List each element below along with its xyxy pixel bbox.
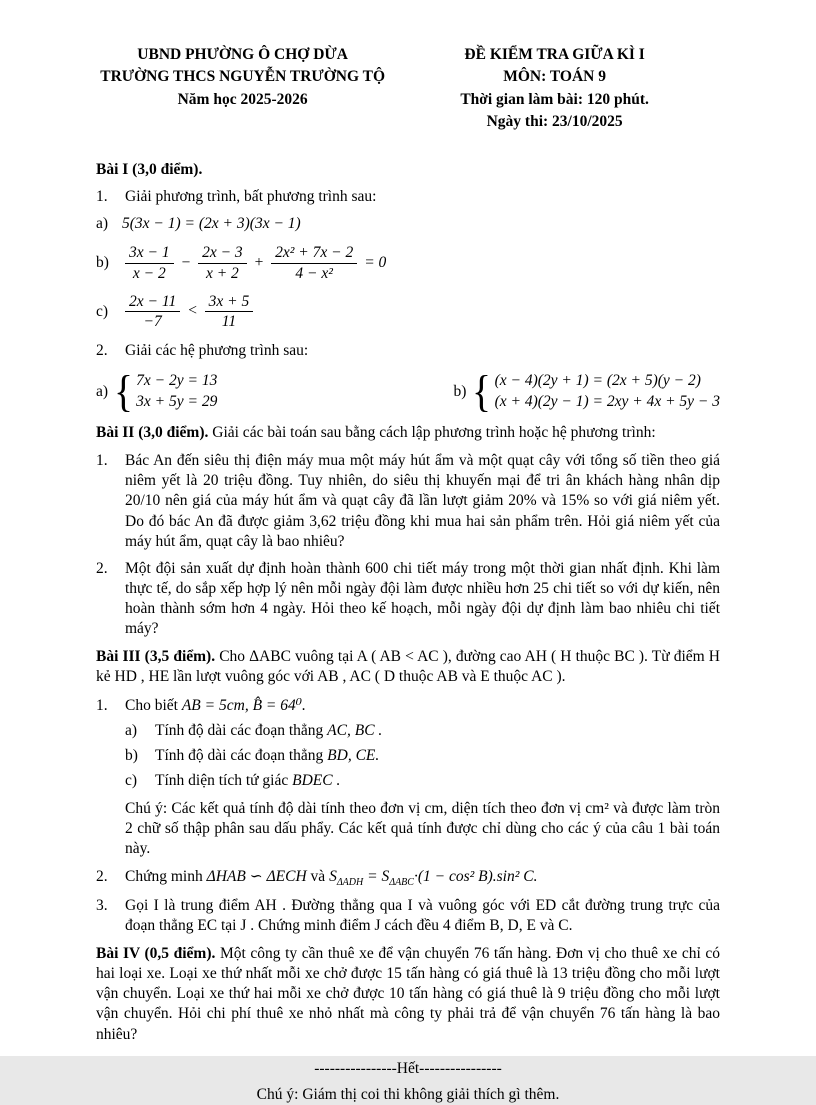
bai1-q1-text: Giải phương trình, bất phương trình sau: [125, 188, 377, 206]
fraction-1: $\frac{3x - 1}{x - 2}$ [125, 243, 174, 283]
bai1-q1a-label: a) [96, 215, 109, 233]
bai3-q1b-label: b) [125, 746, 138, 764]
system-b-equations [495, 371, 720, 413]
fraction-2: $\frac{2x - 3}{x + 2}$ [198, 243, 247, 283]
system-a-equations [136, 371, 217, 413]
left-brace: { [114, 366, 134, 416]
bai1-q2-number: 2. [96, 341, 108, 359]
bai3-q1-given: AB = 5cm, B̂ = 64⁰. [181, 696, 306, 714]
system-a-line2: 3x + 5y = 29 [136, 392, 218, 410]
header-school-year: Năm học 2025-2026 [177, 90, 308, 108]
header-exam-title: ĐỀ KIỂM TRA GIỮA KÌ I [464, 46, 645, 63]
bai1-q1c [96, 292, 720, 332]
bai3-q3-number: 3. [96, 896, 108, 914]
bai3-q1-body [125, 696, 720, 860]
bai3-q2-similarity: ΔHAB ∽ ΔECH [206, 867, 307, 885]
header-exam-subject: MÔN: TOÁN 9 [503, 68, 606, 86]
bai3-q1c-text: Tính diện tích tứ giác BDEC . [155, 772, 341, 790]
header-exam-block [389, 44, 720, 134]
page-footer [96, 1059, 720, 1105]
equals-zero: = 0 [364, 253, 387, 271]
bai3-q2-area-formula: $S_{\Delta ADH} = S_{\Delta ABC}\cdot(1 - \cos^2$ B).sin² C. [329, 867, 538, 888]
bai1-q1c-label: c) [96, 302, 109, 320]
bai2-q2-number: 2. [96, 559, 108, 577]
bai3-q1a-text: Tính độ dài các đoạn thẳng AC, BC . [155, 721, 383, 739]
header-exam-duration: Thời gian làm bài: 120 phút. [460, 90, 649, 108]
fraction-left: $\frac{2x - 11}{-7}$ [125, 292, 180, 332]
system-b-line1: (x − 4)(2y + 1) = (2x + 5)(y − 2) [494, 372, 701, 390]
bai3-q1a-label: a) [125, 721, 138, 739]
system-b-label: b) [453, 382, 467, 400]
bai3-intro: Cho ΔABC vuông tại A ( AB < AC ), đường cao AH ( H thuộc BC ). Từ điểm H kẻ HD , HE lần lượt vuông góc với AB , AC ( D thuộc AB và E thuộc AC ). [96, 648, 720, 686]
bai1-q1b [96, 243, 720, 283]
bai2-q1-number: 1. [96, 452, 108, 470]
bai1-q1b-equation [122, 243, 390, 283]
bai2-heading [96, 423, 720, 443]
bai1-systems-row [96, 366, 720, 416]
system-a [96, 366, 218, 416]
bai3-q1c-label: c) [125, 772, 138, 790]
bai3-q2-pre: Chứng minh [125, 867, 203, 885]
less-than-operator: < [187, 302, 198, 320]
end-marker: ----------------Hết---------------- [314, 1059, 502, 1077]
bai3-q1-number: 1. [96, 696, 108, 714]
bai3-q1a [125, 721, 720, 741]
header-school-name: TRƯỜNG THCS NGUYỄN TRƯỜNG TỘ [100, 68, 386, 86]
bai3-q1c-math: BDEC . [292, 772, 341, 790]
bai3-q2-number: 2. [96, 867, 108, 885]
plus-operator: + [253, 253, 265, 271]
bai2-title: Bài II (3,0 điểm). [96, 423, 209, 441]
bai2-q2 [96, 559, 720, 640]
header-school-block [96, 44, 389, 134]
bai3-q2-body [125, 867, 720, 889]
bai4-text: Một công ty cần thuê xe để vận chuyển 76 tấn hàng. Đơn vị cho thuê xe chỉ có hai loại xe. Loại xe thứ nhất mỗi xe chở được 15 tấn hàng có giá thuê là 13 triệu đồng cho mỗi lượt vận chuyển. Loại xe thứ hai mỗi xe chở được 10 tấn hàng có giá thuê là 9 triệu đồng cho mỗi lượt vận chuyển. Hỏi chi phí thuê xe nhỏ nhất mà công ty phải trả để vận chuyển 76 tấn hàng là bao nhiêu? [96, 944, 720, 1043]
bai1-q1b-label: b) [96, 254, 109, 272]
left-brace: { [472, 366, 492, 416]
bai2-q1 [96, 451, 720, 552]
bai3-q2-mid: và [310, 867, 326, 885]
bai1-q2-text: Giải các hệ phương trình sau: [125, 341, 309, 359]
bai4-heading [96, 944, 720, 1045]
bai3-q1-pre: Cho biết [125, 696, 178, 714]
system-b-line2: (x + 4)(2y − 1) = 2xy + 4x + 5y − 3 [494, 392, 720, 410]
system-b [453, 366, 720, 416]
subscript-ADH: ΔADH [336, 876, 364, 888]
bai2-q1-text: Bác An đến siêu thị điện máy mua một máy hút ẩm và một quạt cây với tổng số tiền theo giá niêm yết là 20 triệu đồng. Tuy nhiên, do siêu thị khuyến mại để tri ân khách hàng nhân dịp 20/10 nên giá của máy hút ẩm và quạt cây đã lần lượt giảm 20% và 15% so với giá niêm yết. Do đó bác An đã được giảm 3,62 triệu đồng khi mua hai sản phẩm trên. Hỏi giá niêm yết của máy hút ẩm, quạt cây là bao nhiêu? [125, 452, 720, 550]
system-a-line1: 7x − 2y = 13 [136, 372, 218, 390]
header-authority: UBND PHƯỜNG Ô CHỢ DỪA [137, 46, 348, 63]
bai3-q1a-math: AC, BC . [327, 721, 383, 739]
bai2-q2-text: Một đội sản xuất dự định hoàn thành 600 chi tiết máy trong một thời gian nhất định. Khi làm thực tế, do sắp xếp hợp lý nên mỗi ngày đội làm được nhiều hơn 25 chi tiết so với dự kiến, nên hoàn thành sớm hơn 4 ngày. Hỏi theo kế hoạch, mỗi ngày đội dự định làm bao nhiêu chi tiết máy? [125, 559, 720, 638]
minus-operator: − [180, 253, 192, 271]
bai1-q2 [96, 341, 720, 361]
bai1-title: Bài I (3,0 điểm). [96, 160, 203, 178]
bai3-heading [96, 647, 720, 687]
bai3-q1b-text: Tính độ dài các đoạn thẳng BD, CE. [155, 746, 380, 764]
bai1-q1a-equation: 5(3x − 1) = (2x + 3)(3x − 1) [122, 215, 301, 233]
bai3-q2 [96, 867, 720, 889]
fraction-right: $\frac{3x + 5}{11}$ [205, 292, 254, 332]
bai2-intro: Giải các bài toán sau bằng cách lập phương trình hoặc hệ phương trình: [212, 423, 656, 441]
bai1-q1c-inequality [122, 292, 256, 332]
bai1-q1-number: 1. [96, 188, 108, 206]
page-header [96, 44, 720, 134]
bai3-q3-text: Gọi I là trung điểm AH . Đường thẳng qua I và vuông góc với ED cắt đường trung trực của đoạn thẳng EC tại J . Chứng minh điểm J cách đều 4 điểm B, D, E và C. [125, 896, 720, 934]
bai4-title: Bài IV (0,5 điểm). [96, 944, 216, 962]
bai3-q1 [96, 696, 720, 860]
bai3-title: Bài III (3,5 điểm). [96, 648, 216, 666]
footer-note: Chú ý: Giám thị coi thi không giải thích gì thêm. [256, 1085, 560, 1103]
bai3-q3 [96, 896, 720, 936]
bai1-q1a [96, 214, 720, 234]
fraction-3: $\frac{\text{2x² + 7x − 2}}{\text{4 − x²}}$ [271, 243, 357, 283]
bai3-q1b-math: BD, CE. [327, 746, 380, 764]
header-exam-date: Ngày thi: 23/10/2025 [486, 113, 623, 131]
subscript-ABC: ΔABC [389, 876, 414, 888]
bai3-q1b [125, 746, 720, 766]
system-a-label: a) [96, 382, 109, 400]
bai3-note: Chú ý: Các kết quả tính độ dài tính theo đơn vị cm, diện tích theo đơn vị cm² và được làm tròn 2 chữ số thập phân sau dấu phẩy. Các kết quả tính được chỉ dùng cho các ý của câu 1 bài toán này. [125, 800, 720, 858]
bai3-q1c [125, 771, 720, 791]
bai1-q1 [96, 187, 720, 207]
